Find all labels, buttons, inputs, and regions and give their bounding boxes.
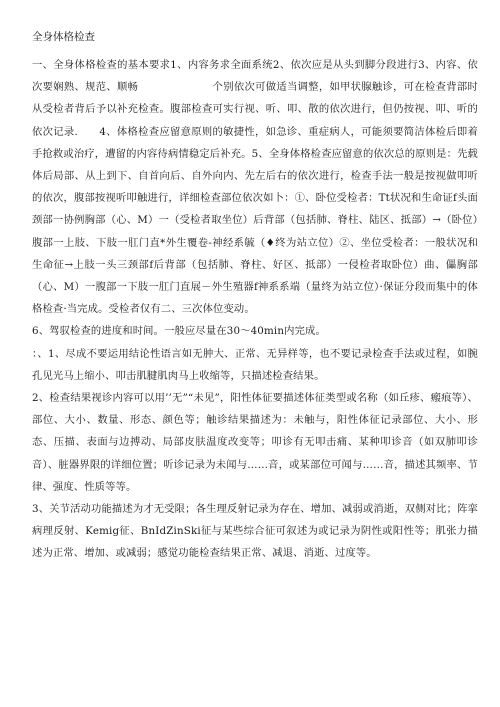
- paragraph-record-item-2: 2、检查结果视诊内容可以用’’无”“未见”，阳性体征要描述体征类型或名称（如丘疹、瘢痕等）、部位、大小、数量、形态、颜色等；触诊结果描述为：未触与，阳性体征记录部位、大小、形态、压描、表面与边搏动、局部皮肤温度改变等；叩诊有无叩击痛、某种叩诊音（如双肺叩诊音）、脏器界限的详细位置；听诊记录为未闻与……音，或某部位可闻与……音，描述其频率、节律、强度、性质等等。: [32, 392, 478, 493]
- document-title: 全身体格检查: [32, 31, 95, 43]
- paragraph-basic-requirements: 一、全身体格检查的基本要求1、内容务求全面系统2、依次应是从头到脚分段进行3、内容、依次要娴熟、规范、顺畅 个别依次可做适当调整，如甲状腺触诊，可在检查背部时从受检者背后予以补充检查。腹部检查可实行视、听、叩、散的依次进行，但仍按视、叩、听的依次记录. 4、体格检查应留意原则的敏捷性，如急诊、重症病人，可能须要简洁体检后即着手抢救或治疗，遭留的内容待病情稳定后补充。5、全身体格检查应留意的依次总的原则是：先载体后局部、从上到下、自首向后、自外向内、先左后右的依次进行，检查手法一般是按视做叩听的依次，腹部按视听叩触进行，详细检查部位依次如卜：①、卧位受检者：Tt状况和生命证f头面颈部一协例胸部（心、M）一（受检者取坐位）后背部（包括肺、脊柱、陆区、抵部）→（卧位）腹部一上肢、下肢一肛门直*外生覆卷-神经系毓（♦终为站立位）②、坐位受检者：一般状况和生命征→上肢一头三颈部f后背部（包括肺、脊柱、好区、抵部）一侵检者取卧位）曲、儡胸部（心、M）一腹部一下肢一肛门直展－外生殖器f神系系端（量终为站立位）·保证分段而集中的体格检查·当完成。受检者仅有二、三次体位变动。: [32, 59, 478, 316]
- paragraph-record-item-1: ：、1、尽成不要运用结论性语言如无肿大、正常、无异样等，也不要记录检查手法或过程，如腕孔见光马上缩小、叩击肌腱肌肉马上收缩等，只描述检查结果。: [32, 347, 478, 382]
- paragraph-record-item-3: 3、关节活动功能描述为才无受限；各生理反射记录为存在、增加、减弱或消逝，双侧对比；阵挛病理反射、Kemig征、BnIdZinSki征与某些综合征可叙述为或记录为阴性或阳性等；肌张力描述为正常、增加、或减弱；感觉功能检查结果正常、减退、消逝、过度等。: [32, 503, 478, 560]
- paragraph-exam-timing: 6、驾驭检查的进度和时间。一般应尽量在30～40min内完成。: [32, 325, 326, 338]
